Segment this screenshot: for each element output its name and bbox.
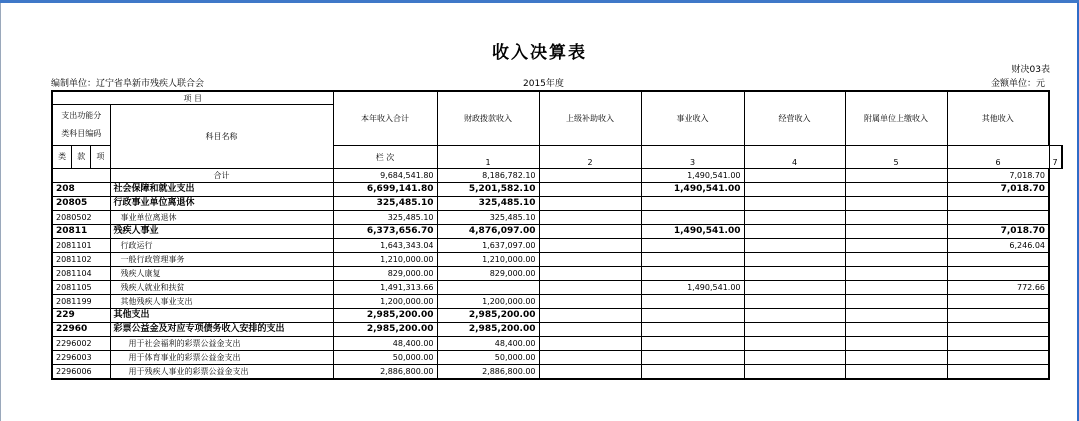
row-other-cell (947, 211, 1049, 225)
header-project: 项 目 (52, 91, 333, 105)
row-fiscal-cell: 2,985,200.00 (437, 309, 539, 323)
row-superior-cell (539, 281, 641, 295)
row-superior-cell (539, 323, 641, 337)
row-code: 2296003 (52, 351, 110, 365)
row-other-cell (947, 267, 1049, 281)
header-xiang: 项 (96, 152, 105, 161)
row-subsidiary-cell (845, 309, 947, 323)
row-other-cell (947, 365, 1049, 380)
row-other-cell: 7,018.70 (947, 183, 1049, 197)
row-subsidiary-cell (845, 253, 947, 267)
row-fiscal-cell: 325,485.10 (437, 197, 539, 211)
table-row (52, 183, 1062, 197)
row-subject-name: 用于残疾人事业的彩票公益金支出 (110, 365, 333, 380)
row-total-cell: 2,985,200.00 (333, 323, 437, 337)
row-code: 2081105 (52, 281, 110, 295)
row-fiscal-cell: 1,210,000.00 (437, 253, 539, 267)
row-subject-name: 一般行政管理事务 (110, 253, 333, 267)
row-total-cell: 50,000.00 (333, 351, 437, 365)
table-row (52, 267, 1062, 281)
row-subsidiary-cell (845, 295, 947, 309)
row-total-cell: 1,200,000.00 (333, 295, 437, 309)
header-lkx (52, 146, 110, 169)
report-year: 2015年度 (523, 79, 564, 89)
row-other-cell: 7,018.70 (947, 169, 1049, 183)
row-total-cell: 6,373,656.70 (333, 225, 437, 239)
row-operating-cell (744, 323, 845, 337)
header-func-class (52, 105, 110, 146)
row-superior-cell (539, 365, 641, 380)
row-total-cell: 1,643,343.04 (333, 239, 437, 253)
header-column-label-cell (333, 146, 437, 169)
table-row (52, 211, 1062, 225)
row-superior-cell (539, 169, 641, 183)
row-subject-name: 残疾人就业和扶贫 (110, 281, 333, 295)
col-num-3: 3 (641, 146, 744, 169)
row-other-cell: 772.66 (947, 281, 1049, 295)
row-fiscal-cell: 4,876,097.00 (437, 225, 539, 239)
row-fiscal-cell: 325,485.10 (437, 211, 539, 225)
header-col-superior: 上级补助收入 (539, 91, 641, 146)
col-num-5: 5 (845, 146, 947, 169)
col-num-6: 6 (947, 146, 1049, 169)
row-superior-cell (539, 253, 641, 267)
row-other-cell (947, 337, 1049, 351)
row-code: 20805 (52, 197, 110, 211)
row-subsidiary-cell (845, 351, 947, 365)
row-subsidiary-cell (845, 337, 947, 351)
row-code (52, 169, 110, 183)
header-col-total: 本年收入合计 (333, 91, 437, 146)
row-superior-cell (539, 309, 641, 323)
row-other-cell: 7,018.70 (947, 225, 1049, 239)
row-subsidiary-cell (845, 211, 947, 225)
header-col-operating: 经营收入 (744, 91, 845, 146)
row-business-cell: 1,490,541.00 (641, 183, 744, 197)
table-row (52, 365, 1062, 380)
row-total-cell: 2,985,200.00 (333, 309, 437, 323)
row-fiscal-cell: 2,985,200.00 (437, 323, 539, 337)
row-superior-cell (539, 211, 641, 225)
row-fiscal-cell: 50,000.00 (437, 351, 539, 365)
row-fiscal-cell: 5,201,582.10 (437, 183, 539, 197)
row-operating-cell (744, 183, 845, 197)
row-business-cell (641, 337, 744, 351)
header-func-class-bottom: 类科目编码 (61, 129, 102, 138)
row-business-cell: 1,490,541.00 (641, 169, 744, 183)
row-business-cell (641, 211, 744, 225)
row-code: 2080502 (52, 211, 110, 225)
row-operating-cell (744, 197, 845, 211)
row-business-cell (641, 239, 744, 253)
row-other-cell (947, 323, 1049, 337)
row-total-cell: 9,684,541.80 (333, 169, 437, 183)
table-row (52, 239, 1062, 253)
row-business-cell (641, 365, 744, 380)
row-total-cell: 1,210,000.00 (333, 253, 437, 267)
row-subject-name: 其他支出 (110, 309, 333, 323)
row-subsidiary-cell (845, 183, 947, 197)
row-total-cell: 1,491,313.66 (333, 281, 437, 295)
header-col-other: 其他收入 (947, 91, 1049, 146)
row-fiscal-cell (437, 281, 539, 295)
row-business-cell: 1,490,541.00 (641, 281, 744, 295)
row-total-cell: 2,886,800.00 (333, 365, 437, 380)
row-business-cell (641, 253, 744, 267)
row-operating-cell (744, 281, 845, 295)
table-row (52, 197, 1062, 211)
row-other-cell (947, 309, 1049, 323)
row-superior-cell (539, 295, 641, 309)
header-kuan: 款 (72, 146, 91, 168)
row-total-cell: 829,000.00 (333, 267, 437, 281)
row-superior-cell (539, 239, 641, 253)
window-top-bar (0, 0, 1079, 3)
row-subsidiary-cell (845, 197, 947, 211)
row-total-cell: 325,485.10 (333, 211, 437, 225)
reporting-unit: 编制单位：辽宁省阜新市残疾人联合会 (51, 79, 205, 89)
row-subsidiary-cell (845, 323, 947, 337)
row-subsidiary-cell (845, 239, 947, 253)
row-fiscal-cell: 8,186,782.10 (437, 169, 539, 183)
row-other-cell: 6,246.04 (947, 239, 1049, 253)
row-fiscal-cell: 1,637,097.00 (437, 239, 539, 253)
row-code: 229 (52, 309, 110, 323)
row-total-cell: 325,485.10 (333, 197, 437, 211)
row-code: 20811 (52, 225, 110, 239)
row-subject-name: 用于体育事业的彩票公益金支出 (110, 351, 333, 365)
row-subject-name: 合计 (110, 169, 333, 183)
row-subject-name: 彩票公益金及对应专项债务收入安排的支出 (110, 323, 333, 337)
table-row (52, 295, 1062, 309)
row-operating-cell (744, 267, 845, 281)
row-operating-cell (744, 239, 845, 253)
row-subsidiary-cell (845, 281, 947, 295)
row-subject-name: 用于社会福利的彩票公益金支出 (110, 337, 333, 351)
report-title: 收入决算表 (492, 43, 587, 63)
row-other-cell (947, 253, 1049, 267)
header-col-subsidiary: 附属单位上缴收入 (845, 91, 947, 146)
col-num-2: 2 (539, 146, 641, 169)
row-superior-cell (539, 183, 641, 197)
row-operating-cell (744, 337, 845, 351)
row-operating-cell (744, 211, 845, 225)
row-business-cell (641, 309, 744, 323)
row-business-cell (641, 267, 744, 281)
row-operating-cell (744, 225, 845, 239)
header-column-label: 栏 次 (375, 152, 395, 162)
row-code: 208 (52, 183, 110, 197)
row-total-cell: 48,400.00 (333, 337, 437, 351)
row-subsidiary-cell (845, 365, 947, 380)
row-subject-name: 其他残疾人事业支出 (110, 295, 333, 309)
table-row (52, 351, 1062, 365)
row-business-cell (641, 197, 744, 211)
row-business-cell (641, 351, 744, 365)
row-subject-name: 事业单位离退休 (110, 211, 333, 225)
row-subject-name: 行政运行 (110, 239, 333, 253)
left-border (0, 3, 1, 421)
row-superior-cell (539, 351, 641, 365)
row-code: 2081102 (52, 253, 110, 267)
row-operating-cell (744, 309, 845, 323)
row-operating-cell (744, 295, 845, 309)
table-row (52, 225, 1062, 239)
row-other-cell (947, 295, 1049, 309)
row-operating-cell (744, 351, 845, 365)
form-code: 财决03表 (1011, 65, 1050, 75)
row-superior-cell (539, 225, 641, 239)
table-row (52, 281, 1062, 295)
row-fiscal-cell: 829,000.00 (437, 267, 539, 281)
header-func-class-top: 支出功能分 (61, 111, 102, 120)
row-fiscal-cell: 2,886,800.00 (437, 365, 539, 380)
col-num-4: 4 (744, 146, 845, 169)
row-other-cell (947, 197, 1049, 211)
header-col-business: 事业收入 (641, 91, 744, 146)
row-subsidiary-cell (845, 225, 947, 239)
table-row (52, 323, 1062, 337)
row-superior-cell (539, 267, 641, 281)
col-num-1: 1 (437, 146, 539, 169)
col-num-7: 7 (1049, 146, 1062, 169)
header-lei: 类 (53, 146, 72, 168)
row-business-cell: 1,490,541.00 (641, 225, 744, 239)
header-col-fiscal: 财政拨款收入 (437, 91, 539, 146)
row-total-cell: 6,699,141.80 (333, 183, 437, 197)
row-operating-cell (744, 169, 845, 183)
table-row (52, 337, 1062, 351)
row-business-cell (641, 295, 744, 309)
row-fiscal-cell: 48,400.00 (437, 337, 539, 351)
row-code: 2081101 (52, 239, 110, 253)
row-superior-cell (539, 197, 641, 211)
row-subject-name: 残疾人康复 (110, 267, 333, 281)
header-subject-name: 科目名称 (110, 105, 333, 169)
row-superior-cell (539, 337, 641, 351)
row-code: 2081104 (52, 267, 110, 281)
row-code: 2081199 (52, 295, 110, 309)
amount-unit: 金额单位：元 (990, 79, 1045, 89)
row-operating-cell (744, 253, 845, 267)
row-subsidiary-cell (845, 169, 947, 183)
table-row (52, 309, 1062, 323)
row-operating-cell (744, 365, 845, 380)
row-code: 22960 (52, 323, 110, 337)
row-other-cell (947, 351, 1049, 365)
row-fiscal-cell: 1,200,000.00 (437, 295, 539, 309)
income-table (51, 90, 1063, 380)
row-subsidiary-cell (845, 267, 947, 281)
row-subject-name: 社会保障和就业支出 (110, 183, 333, 197)
row-code: 2296002 (52, 337, 110, 351)
row-code: 2296006 (52, 365, 110, 380)
row-subject-name: 残疾人事业 (110, 225, 333, 239)
table-row (52, 169, 1062, 183)
row-business-cell (641, 323, 744, 337)
table-row (52, 253, 1062, 267)
row-subject-name: 行政事业单位离退休 (110, 197, 333, 211)
